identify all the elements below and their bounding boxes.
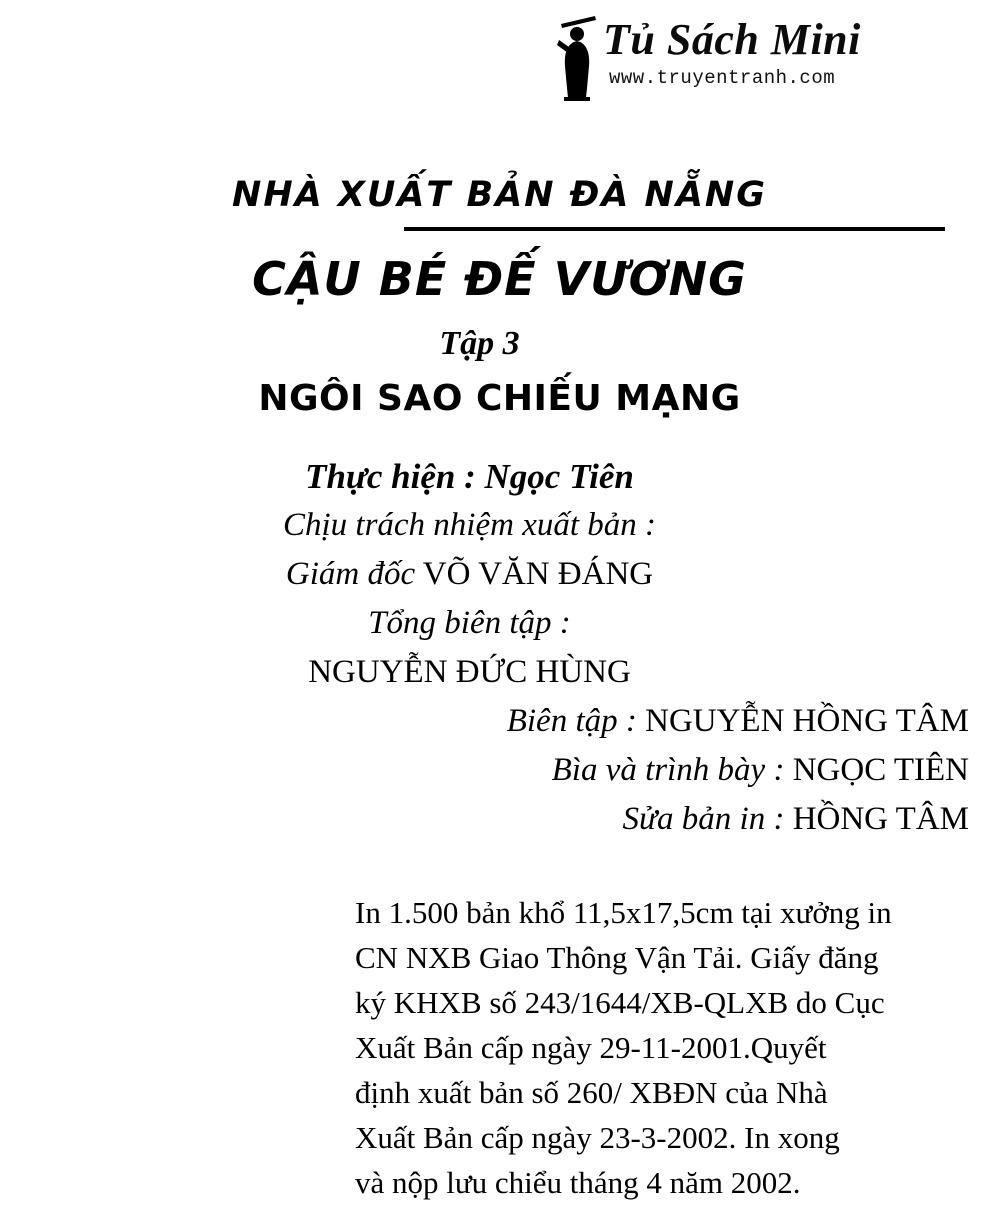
colophon-line: định xuất bản số 260/ XBĐN của Nhà: [355, 1075, 828, 1110]
book-subtitle: NGÔI SAO CHIẾU MẠNG: [258, 378, 741, 419]
credit-value: NGUYỄN HỒNG TÂM: [645, 703, 969, 739]
samurai-figure-icon: [555, 14, 601, 102]
credit-label: Chịu trách nhiệm xuất bản :: [282, 507, 657, 543]
credit-line: [0, 795, 969, 844]
credit-label: Bìa và trình bày :: [551, 752, 785, 788]
colophon-line: Xuất Bản cấp ngày 29-11-2001.Quyết: [355, 1030, 827, 1065]
colophon-line: và nộp lưu chiểu tháng 4 năm 2002.: [355, 1165, 801, 1200]
credit-line: [0, 746, 969, 795]
credit-line: [0, 697, 969, 746]
credit-label: Biên tập :: [506, 703, 637, 739]
credit-value: NGUYỄN ĐỨC HÙNG: [308, 654, 631, 690]
publisher-logo: [555, 14, 885, 102]
divider-rule: [404, 227, 945, 231]
credits-block: [0, 452, 999, 844]
colophon-line: ký KHXB số 243/1644/XB-QLXB do Cục: [355, 985, 885, 1020]
credit-label: Thực hiện :: [305, 457, 476, 496]
logo-wordmark: Tủ Sách Mini: [603, 15, 861, 64]
publisher-name: NHÀ XUẤT BẢN ĐÀ NẴNG: [232, 175, 767, 215]
credit-value: Ngọc Tiên: [484, 457, 634, 496]
credit-line: [0, 599, 969, 648]
credit-label: Giám đốc: [285, 556, 416, 592]
credit-line: [0, 501, 969, 550]
credit-line: [0, 648, 969, 697]
book-title: CẬU BÉ ĐẾ VƯƠNG: [252, 252, 747, 306]
colophon-paragraph: [355, 890, 975, 1205]
credit-value: NGỌC TIÊN: [792, 752, 969, 788]
volume-label: Tập 3: [439, 325, 520, 362]
logo-row: [555, 14, 885, 102]
credit-value: VÕ VĂN ĐÁNG: [422, 556, 654, 592]
credit-label: Tổng biên tập :: [368, 605, 571, 641]
colophon-line: CN NXB Giao Thông Vận Tải. Giấy đăng: [355, 940, 879, 975]
colophon-line: Xuất Bản cấp ngày 23-3-2002. In xong: [355, 1120, 840, 1155]
credit-line: [0, 550, 969, 599]
credit-value: HỒNG TÂM: [792, 801, 969, 837]
logo-url: www.truyentranh.com: [609, 67, 836, 89]
credit-line: [0, 452, 969, 501]
colophon-line: In 1.500 bản khổ 11,5x17,5cm tại xưởng in: [355, 895, 892, 930]
credit-label: Sửa bản in :: [622, 801, 785, 837]
